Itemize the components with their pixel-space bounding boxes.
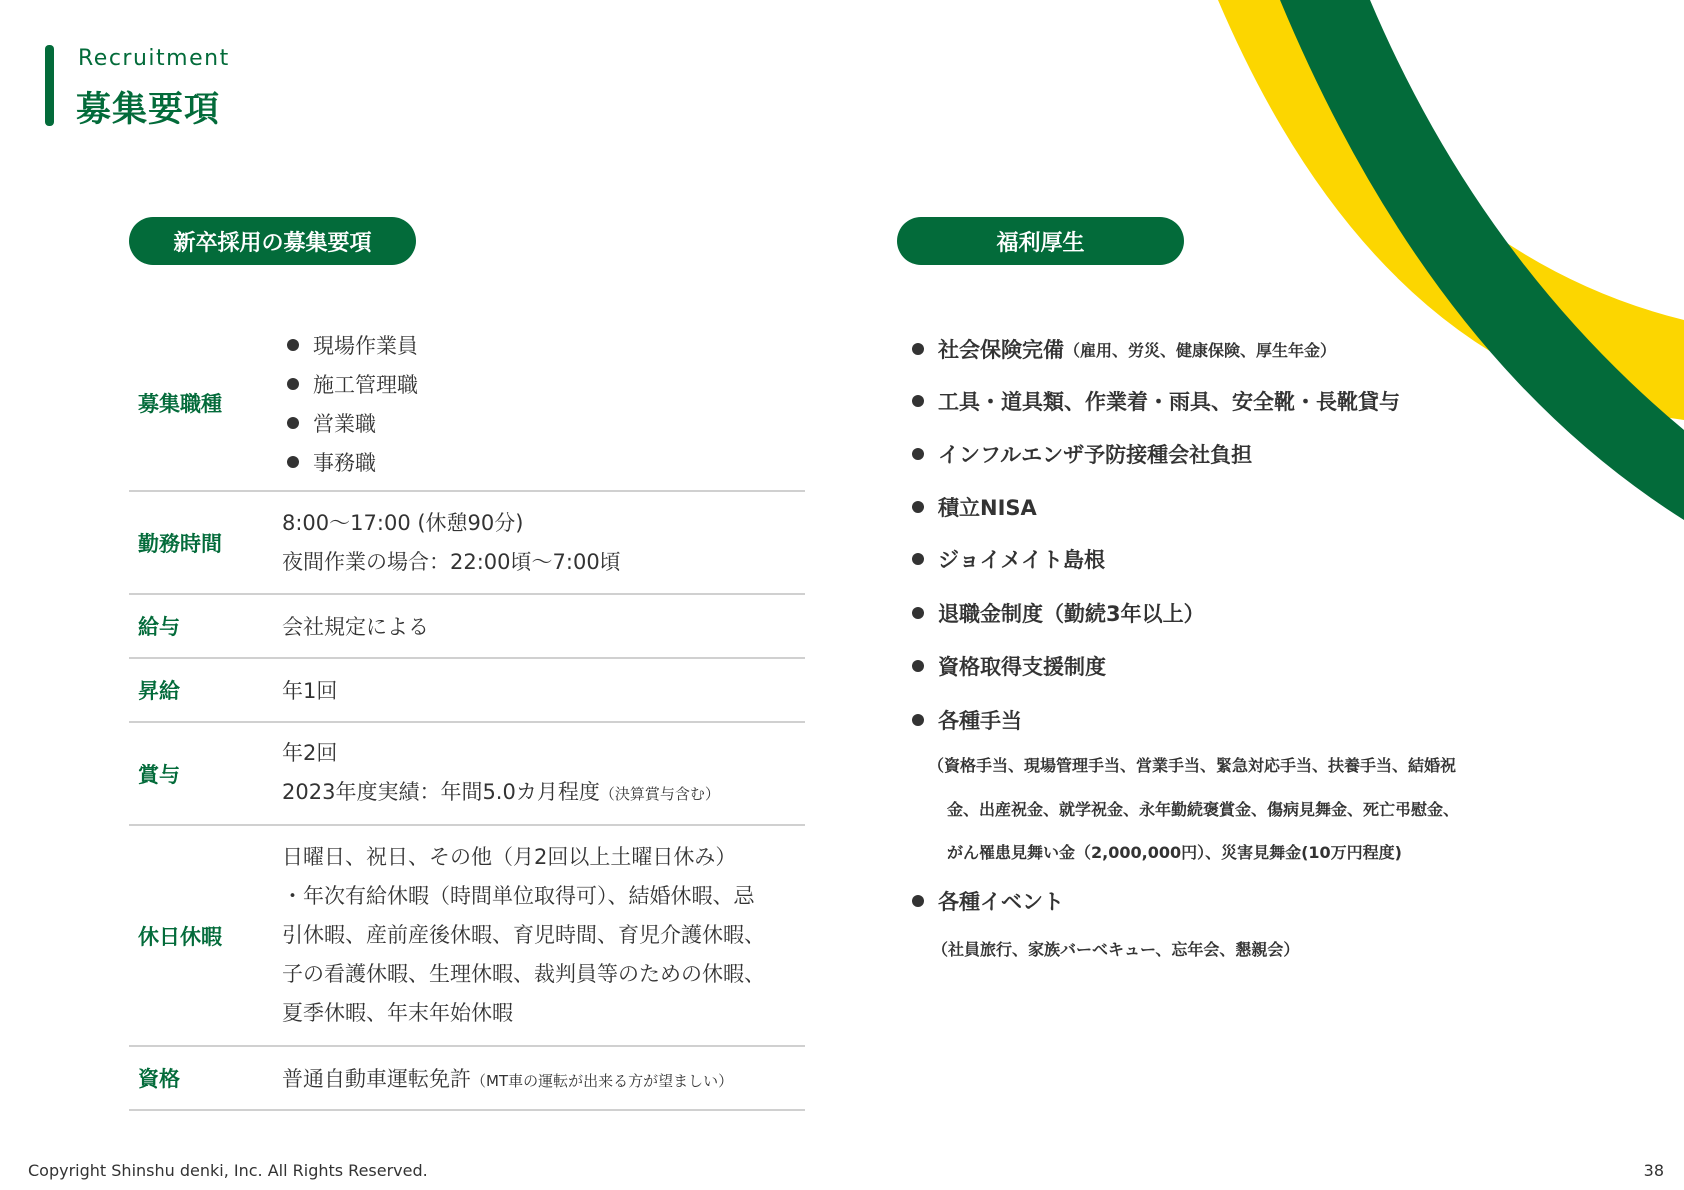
page-subtitle: Recruitment (78, 46, 230, 71)
list-item: 事務職 (282, 442, 805, 481)
row-bonus (129, 723, 805, 826)
list-item: 現場作業員 (282, 325, 805, 364)
list-item: ジョイメイト島根 (912, 544, 1105, 574)
bullet-icon (287, 417, 299, 429)
row-label: 賞与 (138, 762, 180, 787)
row-hours (129, 492, 805, 595)
recruitment-section-pill: 新卒採用の募集要項 (129, 217, 416, 265)
bullet-icon (912, 607, 924, 619)
allowance-note: （資格手当、現場管理手当、営業手当、緊急対応手当、扶養手当、結婚祝 (928, 756, 1457, 775)
bullet-icon (912, 343, 924, 355)
bullet-icon (287, 339, 299, 351)
list-item: 資格取得支援制度 (912, 651, 1106, 681)
bullet-icon (912, 714, 924, 726)
page-number: 38 (1643, 1161, 1664, 1180)
bullet-icon (287, 456, 299, 468)
row-salary (129, 595, 805, 659)
row-content: 8:00〜17:00 (休憩90分) 夜間作業の場合：22:00頃〜7:00頃 (282, 510, 621, 574)
bullet-icon (912, 395, 924, 407)
row-content (282, 325, 805, 481)
row-holidays (129, 826, 805, 1047)
row-label: 資格 (138, 1067, 180, 1091)
list-item: 施工管理職 (282, 364, 805, 403)
bullet-icon (912, 660, 924, 672)
allowance-note: がん罹患見舞い金（2,000,000円）、災害見舞金(10万円程度) (947, 843, 1402, 862)
copyright: Copyright Shinshu denki, Inc. All Rights Reserved. (28, 1161, 428, 1180)
row-content: 年1回 (282, 679, 338, 703)
list-item: 社会保険完備 （雇用、労災、健康保険、厚生年金） (912, 334, 1336, 364)
row-job-types (129, 316, 805, 492)
list-item: 各種イベント (912, 886, 1064, 916)
list-item: 退職金制度（勤続3年以上） (912, 598, 1205, 628)
header-accent-bar (45, 45, 54, 126)
page-title: 募集要項 (76, 90, 221, 130)
list-item: 各種手当 (912, 705, 1022, 735)
row-content: 会社規定による (282, 615, 429, 639)
bullet-icon (912, 553, 924, 565)
row-label: 昇給 (138, 679, 180, 703)
list-item: 工具・道具類、作業着・雨具、安全靴・長靴貸与 (912, 386, 1400, 416)
row-label: 休日休暇 (138, 924, 222, 949)
green-band (1280, 0, 1684, 520)
allowance-note: 金、出産祝金、就学祝金、永年勤続褒賞金、傷病見舞金、死亡弔慰金、 (947, 800, 1460, 819)
bullet-icon (912, 895, 924, 907)
benefits-section-pill: 福利厚生 (897, 217, 1184, 265)
event-note: （社員旅行、家族バーベキュー、忘年会、懇親会） (932, 940, 1300, 959)
row-label: 募集職種 (138, 392, 222, 416)
row-qualification (129, 1047, 805, 1111)
bullet-icon (912, 448, 924, 460)
row-label: 勤務時間 (138, 531, 222, 556)
list-item: 積立NISA (912, 492, 1037, 522)
bullet-icon (912, 501, 924, 513)
recruitment-table (129, 316, 805, 1111)
row-content: 日曜日、祝日、その他（月2回以上土曜日休み） ・年次有給休暇（時間単位取得可）、結婚休暇、忌 引休暇、産前産後休暇、育児時間、育児介護休暇、 子の看護休暇、生理休暇、裁判員等のための休暇、 夏季休暇、年末年始休暇 (282, 845, 765, 1025)
list-item: 営業職 (282, 403, 805, 442)
row-raise (129, 659, 805, 723)
row-content: 普通自動車運転免許（MT車の運転が出来る方が望ましい） (282, 1067, 734, 1091)
list-item: インフルエンザ予防接種会社負担 (912, 439, 1252, 469)
row-content: 年2回 2023年度実績：年間5.0カ月程度（決算賞与含む） (282, 740, 720, 804)
row-label: 給与 (138, 615, 180, 639)
bullet-icon (287, 378, 299, 390)
